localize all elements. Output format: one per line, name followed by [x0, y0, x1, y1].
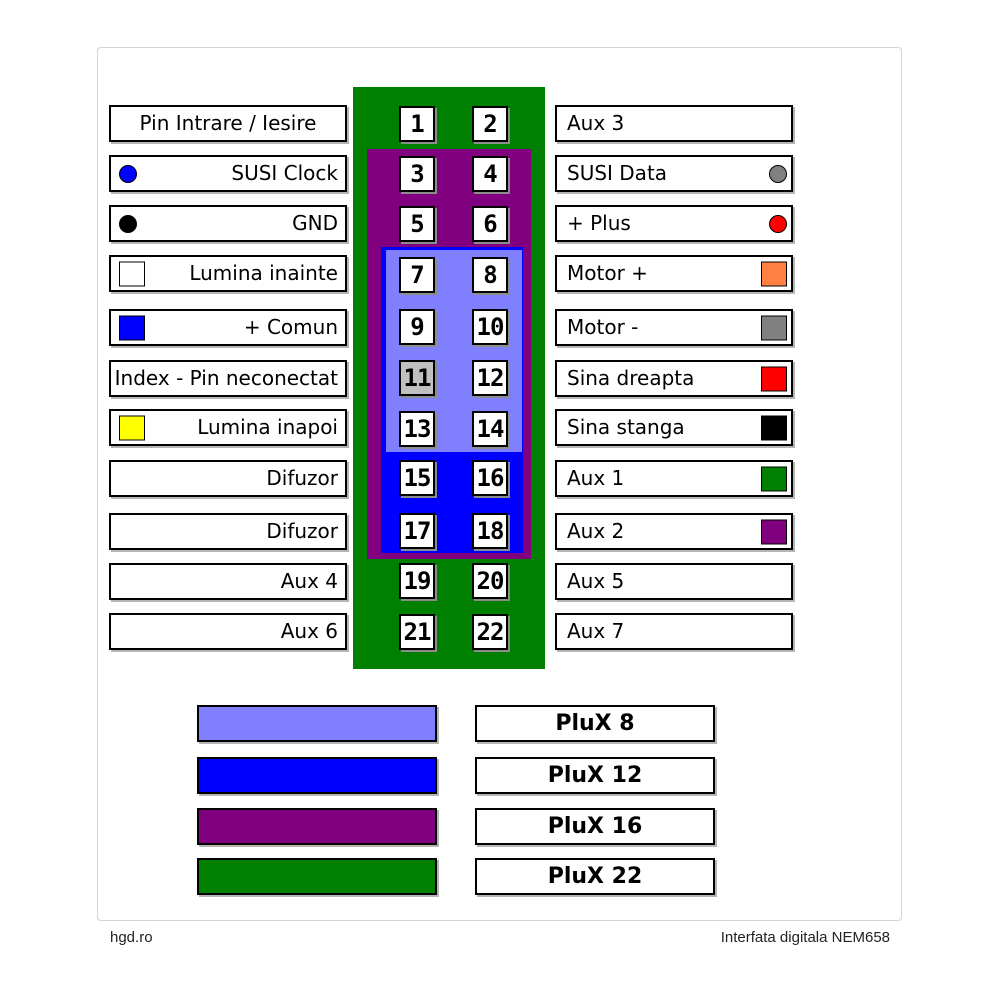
- left-pin-label: [109, 309, 347, 346]
- pin-label-text: Aux 2: [567, 519, 625, 543]
- pin-8: 8: [472, 257, 508, 293]
- pin-label-text: Aux 7: [567, 619, 625, 643]
- pin-7: 7: [399, 257, 435, 293]
- pin-21: 21: [399, 614, 435, 650]
- pin-9: 9: [399, 309, 435, 345]
- footer-site: hgd.ro: [110, 929, 153, 946]
- pin-label-text: Aux 1: [567, 466, 625, 490]
- left-pin-label: [109, 513, 347, 550]
- pin-label-text: Pin Intrare / Iesire: [139, 111, 317, 135]
- left-pin-label: [109, 255, 347, 292]
- pin-label-text: Aux 4: [280, 569, 338, 593]
- right-pin-label: [555, 255, 793, 292]
- pin-label-text: GND: [292, 211, 338, 235]
- pin-12: 12: [472, 360, 508, 396]
- legend-swatch: [197, 705, 437, 742]
- left-pin-label: [109, 205, 347, 242]
- pin-label-text: SUSI Data: [567, 161, 668, 185]
- pin-22: 22: [472, 614, 508, 650]
- pin-label-text: Difuzor: [266, 519, 338, 543]
- wire-color-square-icon: [761, 315, 787, 340]
- wire-color-square-icon: [761, 415, 787, 440]
- pin-10: 10: [472, 309, 508, 345]
- pin-label-text: Lumina inapoi: [197, 415, 338, 439]
- pin-2: 2: [472, 106, 508, 142]
- wire-color-square-icon: [761, 366, 787, 391]
- pin-13: 13: [399, 411, 435, 447]
- pin-3: 3: [399, 156, 435, 192]
- left-pin-label: [109, 155, 347, 192]
- wire-color-circle-icon: [119, 165, 137, 183]
- pin-14: 14: [472, 411, 508, 447]
- pin-11: 11: [399, 360, 435, 396]
- right-pin-label: [555, 105, 793, 142]
- right-pin-label: [555, 513, 793, 550]
- wire-color-square-icon: [761, 466, 787, 491]
- wire-color-square-icon: [761, 519, 787, 544]
- pin-label-text: + Plus: [567, 211, 631, 235]
- footer-title: Interfata digitala NEM658: [720, 929, 890, 946]
- pin-5: 5: [399, 206, 435, 242]
- left-pin-label: [109, 105, 347, 142]
- pin-16: 16: [472, 460, 508, 496]
- left-pin-label: [109, 613, 347, 650]
- right-pin-label: [555, 409, 793, 446]
- pin-label-text: SUSI Clock: [231, 161, 338, 185]
- wire-color-circle-icon: [769, 165, 787, 183]
- wire-color-square-icon: [119, 415, 145, 440]
- legend-swatch: [197, 858, 437, 895]
- pin-1: 1: [399, 106, 435, 142]
- pin-17: 17: [399, 513, 435, 549]
- left-pin-label: [109, 409, 347, 446]
- legend-label: PluX 22: [475, 858, 715, 895]
- left-pin-label: [109, 563, 347, 600]
- pin-label-text: Motor -: [567, 315, 639, 339]
- pin-label-text: Motor +: [567, 261, 648, 285]
- wire-color-circle-icon: [119, 215, 137, 233]
- pin-label-text: Aux 5: [567, 569, 625, 593]
- pin-label-text: Difuzor: [266, 466, 338, 490]
- pin-15: 15: [399, 460, 435, 496]
- wire-color-square-icon: [761, 261, 787, 286]
- pin-label-text: Sina dreapta: [567, 366, 695, 390]
- legend-label: PluX 8: [475, 705, 715, 742]
- wire-color-square-icon: [119, 261, 145, 286]
- pin-label-text: Aux 6: [280, 619, 338, 643]
- pin-label-text: Lumina inainte: [189, 261, 338, 285]
- left-pin-label: [109, 360, 347, 397]
- pin-label-text: Index - Pin neconectat: [114, 366, 338, 390]
- right-pin-label: [555, 155, 793, 192]
- legend-label: PluX 16: [475, 808, 715, 845]
- pin-6: 6: [472, 206, 508, 242]
- pin-label-text: Sina stanga: [567, 415, 685, 439]
- right-pin-label: [555, 309, 793, 346]
- pin-label-text: Aux 3: [567, 111, 625, 135]
- pin-18: 18: [472, 513, 508, 549]
- legend-swatch: [197, 757, 437, 794]
- pin-4: 4: [472, 156, 508, 192]
- wire-color-circle-icon: [769, 215, 787, 233]
- pin-20: 20: [472, 563, 508, 599]
- right-pin-label: [555, 563, 793, 600]
- left-pin-label: [109, 460, 347, 497]
- pin-19: 19: [399, 563, 435, 599]
- legend-label: PluX 12: [475, 757, 715, 794]
- right-pin-label: [555, 613, 793, 650]
- right-pin-label: [555, 205, 793, 242]
- legend-swatch: [197, 808, 437, 845]
- pin-label-text: + Comun: [243, 315, 338, 339]
- right-pin-label: [555, 360, 793, 397]
- wire-color-square-icon: [119, 315, 145, 340]
- right-pin-label: [555, 460, 793, 497]
